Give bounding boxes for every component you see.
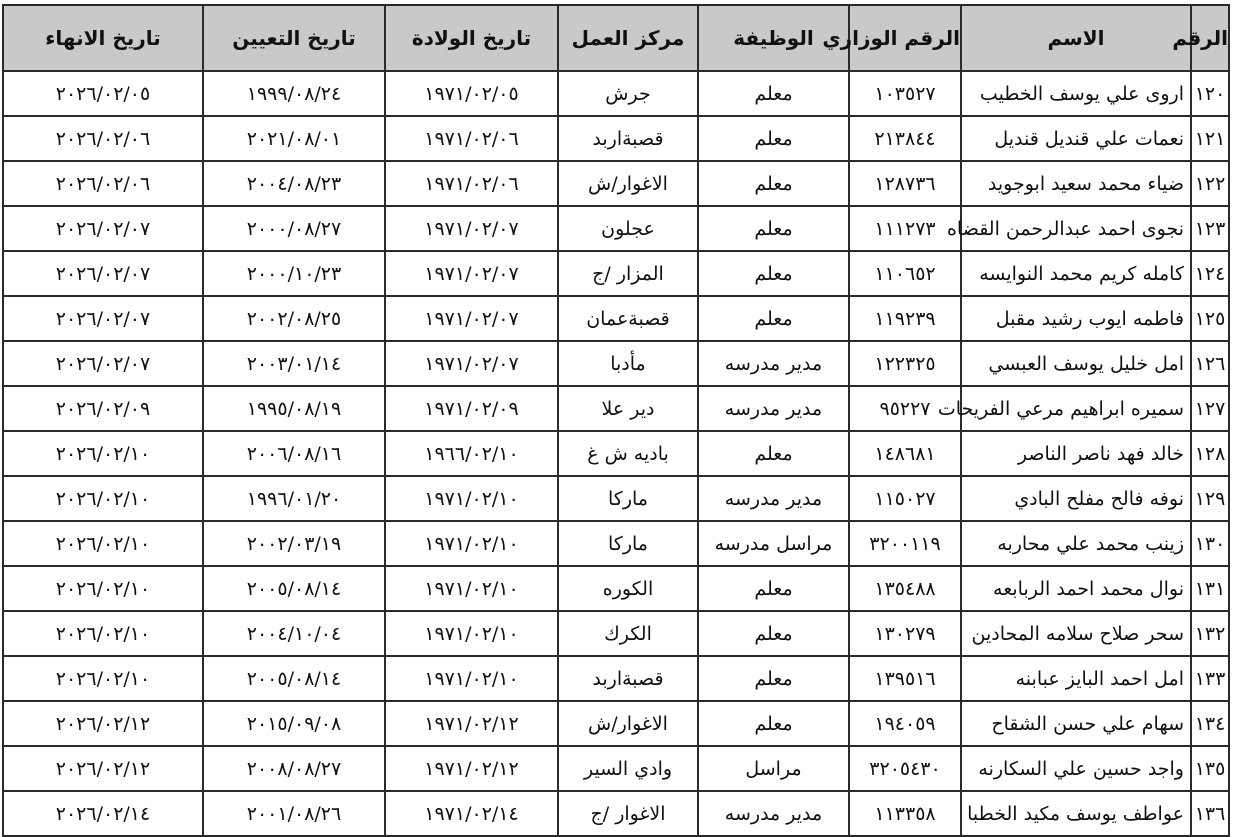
cell-end-date: ٢٠٢٦/٠٢/٠٦ [3,161,203,206]
employee-table [2,4,1230,837]
cell-birth-date: ١٩٧١/٠٢/١٠ [385,566,558,611]
cell-birth-date: ١٩٧١/٠٢/١٤ [385,791,558,836]
table-row [3,746,1229,791]
cell-workplace: المزار /ج [558,251,698,296]
cell-birth-date: ١٩٧١/٠٢/٠٧ [385,341,558,386]
cell-workplace: الاغوار/ش [558,701,698,746]
cell-ministry-no: ١١٣٣٥٨ [849,791,961,836]
cell-appointment-date: ٢٠٠٦/٠٨/١٦ [203,431,385,476]
header-row [3,5,1229,71]
table-row [3,206,1229,251]
cell-index: ١٢٥ [1191,296,1229,341]
cell-appointment-date: ٢٠٠٠/١٠/٢٣ [203,251,385,296]
cell-name: نوفه فالح مفلح البادي [961,476,1191,521]
cell-job: معلم [698,71,849,116]
cell-end-date: ٢٠٢٦/٠٢/٠٧ [3,251,203,296]
cell-end-date: ٢٠٢٦/٠٢/١٠ [3,521,203,566]
cell-birth-date: ١٩٧١/٠٢/٠٦ [385,161,558,206]
cell-appointment-date: ٢٠١٥/٠٩/٠٨ [203,701,385,746]
cell-job: معلم [698,431,849,476]
cell-end-date: ٢٠٢٦/٠٢/٠٧ [3,296,203,341]
cell-index: ١٣٦ [1191,791,1229,836]
cell-job: معلم [698,296,849,341]
cell-index: ١٢٨ [1191,431,1229,476]
cell-ministry-no: ١١٥٠٢٧ [849,476,961,521]
cell-index: ١٣١ [1191,566,1229,611]
table-row [3,656,1229,701]
table-row [3,521,1229,566]
cell-workplace: قصبةعمان [558,296,698,341]
cell-job: معلم [698,701,849,746]
header-birth-date: تاريخ الولادة [385,5,558,71]
cell-end-date: ٢٠٢٦/٠٢/١٠ [3,611,203,656]
cell-workplace: دير علا [558,386,698,431]
header-ministry-no: الرقم الوزاري [849,5,961,71]
cell-ministry-no: ١١٩٢٣٩ [849,296,961,341]
cell-birth-date: ١٩٧١/٠٢/٠٥ [385,71,558,116]
table-row [3,161,1229,206]
cell-job: مدير مدرسه [698,386,849,431]
cell-job: معلم [698,161,849,206]
cell-end-date: ٢٠٢٦/٠٢/١٢ [3,701,203,746]
table-row [3,476,1229,521]
cell-ministry-no: ١١٠٦٥٢ [849,251,961,296]
cell-index: ١٣٥ [1191,746,1229,791]
cell-end-date: ٢٠٢٦/٠٢/٠٦ [3,116,203,161]
cell-appointment-date: ٢٠٠٥/٠٨/١٤ [203,656,385,701]
cell-end-date: ٢٠٢٦/٠٢/٠٩ [3,386,203,431]
cell-workplace: الكرك [558,611,698,656]
cell-ministry-no: ١٤٨٦٨١ [849,431,961,476]
header-name: الاسم [961,5,1191,71]
cell-workplace: باديه ش غ [558,431,698,476]
cell-appointment-date: ٢٠٠٠/٠٨/٢٧ [203,206,385,251]
cell-appointment-date: ١٩٩٩/٠٨/٢٤ [203,71,385,116]
cell-job: مدير مدرسه [698,791,849,836]
cell-birth-date: ١٩٧١/٠٢/١٠ [385,656,558,701]
cell-job: معلم [698,206,849,251]
cell-name: سحر صلاح سلامه المحادين [961,611,1191,656]
cell-name: سميره ابراهيم مرعي الفريحات [961,386,1191,431]
cell-workplace: ماركا [558,476,698,521]
cell-workplace: وادي السير [558,746,698,791]
cell-birth-date: ١٩٧١/٠٢/٠٩ [385,386,558,431]
cell-name: نجوى احمد عبدالرحمن القضاه [961,206,1191,251]
cell-name: اروى علي يوسف الخطيب [961,71,1191,116]
cell-end-date: ٢٠٢٦/٠٢/١٠ [3,431,203,476]
cell-ministry-no: ٣٢٠٥٤٣٠ [849,746,961,791]
table-row [3,431,1229,476]
cell-ministry-no: ٩٥٢٢٧ [849,386,961,431]
table-row [3,341,1229,386]
cell-index: ١٢٩ [1191,476,1229,521]
cell-birth-date: ١٩٦٦/٠٢/١٠ [385,431,558,476]
table-row [3,251,1229,296]
cell-index: ١٣٢ [1191,611,1229,656]
cell-birth-date: ١٩٧١/٠٢/١٠ [385,521,558,566]
cell-appointment-date: ٢٠٠٢/٠٣/١٩ [203,521,385,566]
header-index: الرقم [1191,5,1229,71]
cell-ministry-no: ١١١٢٧٣ [849,206,961,251]
cell-appointment-date: ١٩٩٥/٠٨/١٩ [203,386,385,431]
cell-name: كامله كريم محمد النوايسه [961,251,1191,296]
table-row [3,791,1229,836]
cell-ministry-no: ١٠٣٥٢٧ [849,71,961,116]
table-row [3,116,1229,161]
cell-birth-date: ١٩٧١/٠٢/٠٦ [385,116,558,161]
header-workplace: مركز العمل [558,5,698,71]
table-row [3,701,1229,746]
cell-ministry-no: ٣٢٠٠١١٩ [849,521,961,566]
table-row [3,611,1229,656]
cell-index: ١٢٦ [1191,341,1229,386]
cell-appointment-date: ٢٠٠٥/٠٨/١٤ [203,566,385,611]
cell-birth-date: ١٩٧١/٠٢/١٢ [385,746,558,791]
cell-index: ١٣٤ [1191,701,1229,746]
cell-name: واجد حسين علي السكارنه [961,746,1191,791]
cell-end-date: ٢٠٢٦/٠٢/١٠ [3,566,203,611]
cell-workplace: الاغوار /ج [558,791,698,836]
cell-index: ١٣٣ [1191,656,1229,701]
cell-index: ١٣٠ [1191,521,1229,566]
cell-job: معلم [698,566,849,611]
cell-ministry-no: ١٩٤٠٥٩ [849,701,961,746]
table-row [3,386,1229,431]
cell-name: امل احمد البايز عبابنه [961,656,1191,701]
cell-job: مراسل [698,746,849,791]
cell-name: نوال محمد احمد الربابعه [961,566,1191,611]
table-row [3,566,1229,611]
cell-appointment-date: ٢٠٠١/٠٨/٢٦ [203,791,385,836]
cell-appointment-date: ١٩٩٦/٠١/٢٠ [203,476,385,521]
table-row [3,296,1229,341]
cell-name: زينب محمد علي محاربه [961,521,1191,566]
cell-job: معلم [698,116,849,161]
cell-appointment-date: ٢٠٠٢/٠٨/٢٥ [203,296,385,341]
cell-birth-date: ١٩٧١/٠٢/٠٧ [385,206,558,251]
cell-index: ١٢٧ [1191,386,1229,431]
cell-name: سهام علي حسن الشقاح [961,701,1191,746]
table-row [3,71,1229,116]
cell-job: معلم [698,656,849,701]
header-job: الوظيفة [698,5,849,71]
cell-name: فاطمه ايوب رشيد مقبل [961,296,1191,341]
cell-name: خالد فهد ناصر الناصر [961,431,1191,476]
cell-job: معلم [698,611,849,656]
cell-ministry-no: ٢١٣٨٤٤ [849,116,961,161]
cell-workplace: عجلون [558,206,698,251]
cell-end-date: ٢٠٢٦/٠٢/١٤ [3,791,203,836]
cell-job: مدير مدرسه [698,476,849,521]
header-end-date: تاريخ الانهاء [3,5,203,71]
cell-index: ١٢١ [1191,116,1229,161]
cell-name: ضياء محمد سعيد ابوجويد [961,161,1191,206]
cell-workplace: الكوره [558,566,698,611]
cell-end-date: ٢٠٢٦/٠٢/٠٥ [3,71,203,116]
cell-end-date: ٢٠٢٦/٠٢/١٠ [3,656,203,701]
cell-end-date: ٢٠٢٦/٠٢/٠٧ [3,206,203,251]
cell-ministry-no: ١٣٥٤٨٨ [849,566,961,611]
cell-end-date: ٢٠٢٦/٠٢/١٠ [3,476,203,521]
cell-appointment-date: ٢٠٠٤/٠٨/٢٣ [203,161,385,206]
cell-appointment-date: ٢٠٠٣/٠١/١٤ [203,341,385,386]
cell-index: ١٢٠ [1191,71,1229,116]
cell-workplace: مأدبا [558,341,698,386]
cell-index: ١٢٤ [1191,251,1229,296]
header-appointment-date: تاريخ التعيين [203,5,385,71]
cell-ministry-no: ١٣٩٥١٦ [849,656,961,701]
cell-index: ١٢٣ [1191,206,1229,251]
cell-workplace: الاغوار/ش [558,161,698,206]
cell-job: مدير مدرسه [698,341,849,386]
cell-birth-date: ١٩٧١/٠٢/١٢ [385,701,558,746]
cell-name: عواطف يوسف مكيد الخطبا [961,791,1191,836]
cell-end-date: ٢٠٢٦/٠٢/٠٧ [3,341,203,386]
cell-appointment-date: ٢٠٠٤/١٠/٠٤ [203,611,385,656]
cell-ministry-no: ١٢٨٧٣٦ [849,161,961,206]
cell-ministry-no: ١٢٢٣٢٥ [849,341,961,386]
cell-birth-date: ١٩٧١/٠٢/٠٧ [385,251,558,296]
cell-workplace: قصبةاربد [558,656,698,701]
cell-end-date: ٢٠٢٦/٠٢/١٢ [3,746,203,791]
cell-name: امل خليل يوسف العبسي [961,341,1191,386]
cell-job: معلم [698,251,849,296]
cell-ministry-no: ١٣٠٢٧٩ [849,611,961,656]
cell-appointment-date: ٢٠٠٨/٠٨/٢٧ [203,746,385,791]
cell-workplace: جرش [558,71,698,116]
cell-index: ١٢٢ [1191,161,1229,206]
cell-birth-date: ١٩٧١/٠٢/٠٧ [385,296,558,341]
cell-workplace: قصبةاربد [558,116,698,161]
employee-table-sheet [4,4,1230,825]
cell-workplace: ماركا [558,521,698,566]
cell-name: نعمات علي قنديل قنديل [961,116,1191,161]
cell-birth-date: ١٩٧١/٠٢/١٠ [385,476,558,521]
cell-appointment-date: ٢٠٢١/٠٨/٠١ [203,116,385,161]
cell-job: مراسل مدرسه [698,521,849,566]
cell-birth-date: ١٩٧١/٠٢/١٠ [385,611,558,656]
